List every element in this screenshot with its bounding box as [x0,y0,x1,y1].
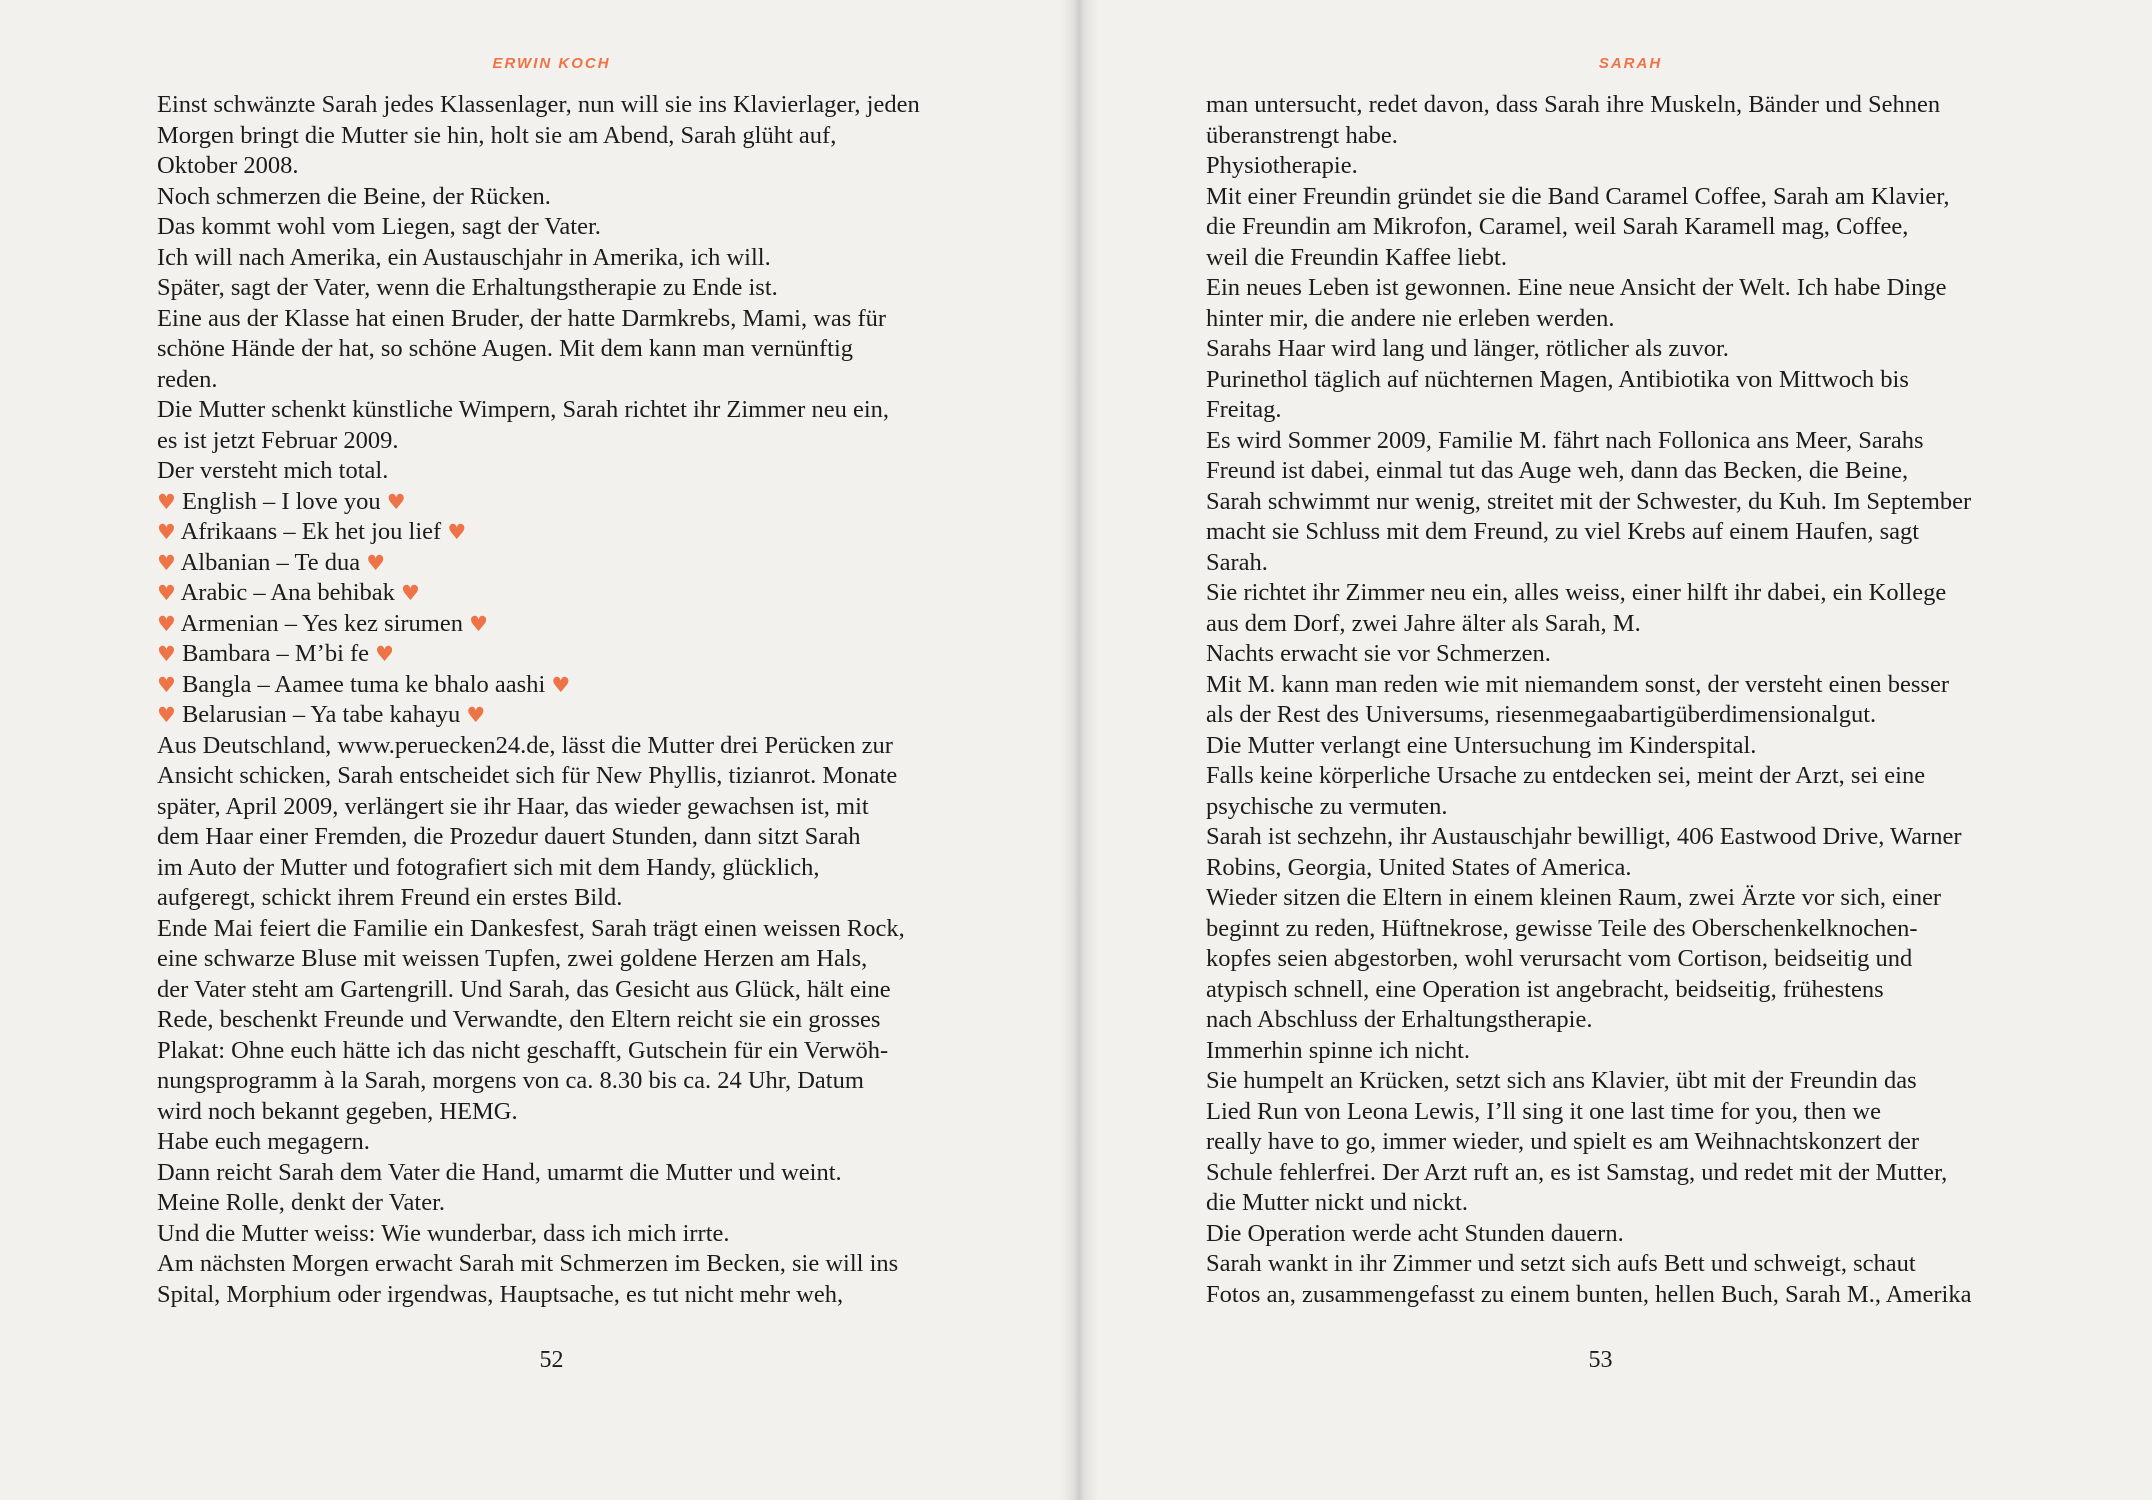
text-line: Einst schwänzte Sarah jedes Klassenlager, nun will sie ins Klavierlager, jeden [157,91,920,118]
text-line: überanstrengt habe. [1206,121,1398,149]
text-line: Schule fehlerfrei. Der Arzt ruft an, es ist Samstag, und redet mit der Mutter, [1206,1158,1948,1186]
book-gutter [1060,0,1098,1500]
heart-icon: ♥ [157,611,176,636]
text-line: Am nächsten Morgen erwacht Sarah mit Schmerzen im Becken, sie will ins [157,1250,899,1277]
text-line: man untersucht, redet davon, dass Sarah ihre Muskeln, Bänder und Sehnen [1206,91,1941,118]
heart-icon: ♥ [157,489,176,514]
text-line: aufgeregt, schickt ihrem Freund ein erstes Bild. [157,884,623,911]
text-line: Physiotherapie. [1206,152,1358,179]
text-line: Meine Rolle, denkt der Vater. [157,1189,446,1216]
text-line: Sie richtet ihr Zimmer neu ein, alles weiss, einer hilft ihr dabei, ein Kollege [1206,579,1947,606]
text-line: schöne Hände der hat, so schöne Augen. Mit dem kann man vernünftig [157,335,854,362]
heart-list-item [157,609,957,640]
text-line: nach Abschluss der Erhaltungstherapie. [1206,1006,1593,1033]
text-line: psychische zu vermuten. [1206,792,1448,820]
right-page [1079,0,2152,1500]
love-phrase: Albanian – Te dua [180,548,361,576]
text-line: Noch schmerzen die Beine, der Rücken. [157,182,551,210]
left-page [0,0,1073,1500]
heart-icon: ♥ [366,550,386,575]
text-line: really have to go, immer wieder, und spielt es am Weihnachtskonzert der [1206,1128,1919,1155]
text-line: reden. [157,365,218,393]
text-line: nungsprogramm à la Sarah, morgens von ca. 8.30 bis ca. 24 Uhr, Datum [157,1067,864,1094]
text-line: Ich will nach Amerika, ein Austauschjahr in Amerika, ich will. [157,243,771,271]
heart-list-item [157,639,957,670]
text-line: Sarah schwimmt nur wenig, streitet mit der Schwester, du Kuh. Im September [1206,487,1972,515]
text-line: Und die Mutter weiss: Wie wunderbar, dass ich mich irrte. [157,1219,730,1247]
text-line: aus dem Dorf, zwei Jahre älter als Sarah, M. [1206,609,1641,637]
running-head-author: ERWIN KOCH [492,55,611,72]
text-line: Sarah. [1206,548,1268,576]
text-line: Nachts erwacht sie vor Schmerzen. [1206,640,1551,667]
text-line: Der versteht mich total. [157,457,389,484]
text-line: atypisch schnell, eine Operation ist angebracht, beidseitig, frühestens [1206,975,1884,1003]
heart-list-item [157,487,957,518]
text-line: später, April 2009, verlängert sie ihr Haar, das wieder gewachsen ist, mit [157,792,869,820]
text-line: Purinethol täglich auf nüchternen Magen, Antibiotika von Mittwoch bis [1206,365,1909,393]
text-line: Lied Run von Leona Lewis, I’ll sing it one last time for you, then we [1206,1097,1881,1125]
heart-icon: ♥ [157,550,176,575]
heart-icon: ♥ [157,703,176,727]
heart-icon: ♥ [157,642,176,666]
text-line: beginnt zu reden, Hüftnekrose, gewisse Teile des Oberschenkelknochen- [1206,914,1918,942]
heart-list-item [157,700,957,731]
text-line: Fotos an, zusammengefasst zu einem bunten, hellen Buch, Sarah M., Amerika [1206,1280,1972,1308]
text-line: Eine aus der Klasse hat einen Bruder, der hatte Darmkrebs, Mami, was für [157,304,887,332]
love-phrase: Armenian – Yes kez sirumen [180,609,463,637]
heart-icon: ♥ [466,703,486,727]
text-line: Plakat: Ohne euch hätte ich das nicht geschafft, Gutschein für ein Verwöh- [157,1036,889,1064]
text-line: Immerhin spinne ich nicht. [1206,1036,1470,1064]
love-phrase: Afrikaans – Ek het jou lief [180,518,442,545]
heart-list-item [157,517,957,548]
text-line: die Freundin am Mikrofon, Caramel, weil Sarah Karamell mag, Coffee, [1206,213,1909,240]
text-line: Oktober 2008. [157,152,299,179]
text-line: Mit einer Freundin gründet sie die Band Caramel Coffee, Sarah am Klavier, [1206,182,1950,210]
text-line: wird noch bekannt gegeben, HEMG. [157,1097,518,1125]
text-line: kopfes seien abgestorben, wohl verursacht vom Cortison, beidseitig und [1206,945,1913,972]
heart-icon: ♥ [157,581,176,605]
text-line: Sarahs Haar wird lang und länger, rötlicher als zuvor. [1206,335,1729,362]
text-line: Dann reicht Sarah dem Vater die Hand, umarmt die Mutter und weint. [157,1158,842,1186]
love-phrase: Bangla – Aamee tuma ke bhalo aashi [181,670,546,698]
text-line: Das kommt wohl vom Liegen, sagt der Vater. [157,213,601,240]
text-line: der Vater steht am Gartengrill. Und Sarah, das Gesicht aus Glück, hält eine [157,975,891,1003]
text-line: Die Operation werde acht Stunden dauern. [1206,1219,1624,1247]
heart-list-item [157,670,957,701]
text-line: Falls keine körperliche Ursache zu entdecken sei, meint der Arzt, sei eine [1206,762,1926,789]
text-line: dem Haar einer Fremden, die Prozedur dauert Stunden, dann sitzt Sarah [157,823,861,850]
text-line: macht sie Schluss mit dem Freund, zu viel Krebs auf einem Haufen, sagt [1206,518,1920,545]
text-line: Sarah wankt in ihr Zimmer und setzt sich aufs Bett und schweigt, schaut [1206,1250,1916,1277]
love-phrase: Arabic – Ana behibak [180,579,395,606]
heart-list-item [157,578,957,609]
text-line: weil die Freundin Kaffee liebt. [1206,243,1507,271]
heart-icon: ♥ [401,581,420,605]
text-line: Robins, Georgia, United States of America. [1206,853,1632,881]
text-line: Später, sagt der Vater, wenn die Erhaltungstherapie zu Ende ist. [157,274,778,301]
heart-icon: ♥ [386,489,406,514]
text-line: Rede, beschenkt Freunde und Verwandte, den Eltern reicht sie ein grosses [157,1006,881,1033]
text-line: Freund ist dabei, einmal tut das Auge weh, dann das Becken, die Beine, [1206,457,1909,484]
love-phrase: English – I love you [181,487,381,515]
text-line: Spital, Morphium oder irgendwas, Hauptsache, es tut nicht mehr weh, [157,1280,844,1308]
heart-icon: ♥ [469,611,488,636]
running-head-title: SARAH [1598,55,1663,72]
heart-icon: ♥ [551,672,571,697]
heart-icon: ♥ [157,520,176,544]
text-line: Sie humpelt an Krücken, setzt sich ans Klavier, übt mit der Freundin das [1206,1067,1917,1094]
right-body-text [1206,90,2006,1310]
text-line: Wieder sitzen die Eltern in einem kleinen Raum, zwei Ärzte vor sich, einer [1206,884,1942,911]
text-line: Aus Deutschland, www.peruecken24.de, lässt die Mutter drei Perücken zur [157,731,893,759]
text-line: Habe euch megagern. [157,1128,370,1155]
text-line: Es wird Sommer 2009, Familie M. fährt nach Follonica ans Meer, Sarahs [1206,426,1924,454]
text-line: Freitag. [1206,396,1282,423]
heart-icon: ♥ [157,672,176,697]
text-line: Morgen bringt die Mutter sie hin, holt sie am Abend, Sarah glüht auf, [157,121,837,149]
text-line: Ende Mai feiert die Familie ein Dankesfest, Sarah trägt einen weissen Rock, [157,914,905,942]
text-line: Die Mutter schenkt künstliche Wimpern, Sarah richtet ihr Zimmer neu ein, [157,396,889,423]
page-number-left: 52 [539,1347,564,1373]
left-body-text [157,90,957,1310]
text-line: Ein neues Leben ist gewonnen. Eine neue Ansicht der Welt. Ich habe Dinge [1206,274,1947,301]
heart-icon: ♥ [447,520,467,544]
text-line: hinter mir, die andere nie erleben werden. [1206,304,1615,332]
text-line: als der Rest des Universums, riesenmegaabartigüberdimensionalgut. [1206,701,1877,728]
love-phrase: Bambara – M’bi fe [181,640,370,667]
text-line: es ist jetzt Februar 2009. [157,426,399,454]
text-line: Mit M. kann man reden wie mit niemandem sonst, der versteht einen besser [1206,670,1949,698]
heart-icon: ♥ [375,642,394,666]
page-number-right: 53 [1588,1347,1613,1373]
text-line: im Auto der Mutter und fotografiert sich mit dem Handy, glücklich, [157,853,820,881]
text-line: Sarah ist sechzehn, ihr Austauschjahr bewilligt, 406 Eastwood Drive, Warner [1206,823,1962,850]
heart-list-item [157,548,957,579]
text-line: eine schwarze Bluse mit weissen Tupfen, zwei goldene Herzen am Hals, [157,945,868,972]
text-line: die Mutter nickt und nickt. [1206,1189,1468,1216]
text-line: Die Mutter verlangt eine Untersuchung im Kinderspital. [1206,731,1757,759]
love-phrase: Belarusian – Ya tabe kahayu [181,701,461,728]
text-line: Ansicht schicken, Sarah entscheidet sich für New Phyllis, tizianrot. Monate [157,762,898,789]
